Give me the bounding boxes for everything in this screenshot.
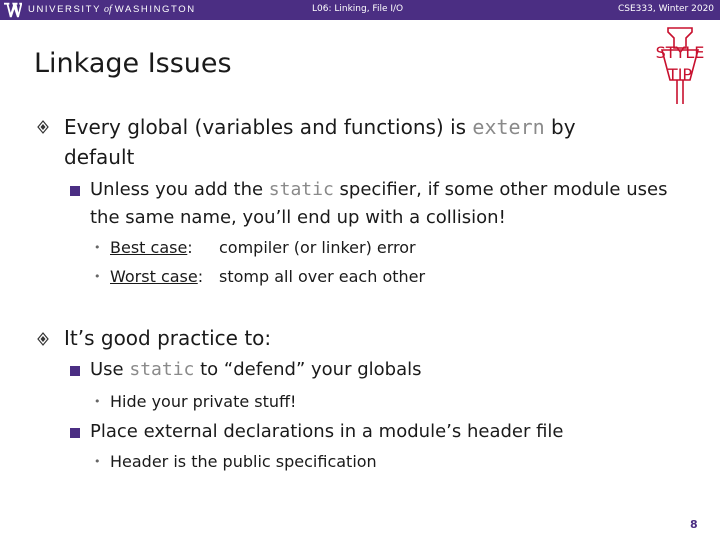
bullet-extern-line1: Every global (variables and functions) is extern by (64, 115, 576, 139)
wordmark-washington: WASHINGTON (114, 4, 196, 15)
square-bullet-icon (70, 186, 80, 196)
wordmark-university: UNIVERSITY (28, 4, 102, 15)
bullet-static-line1: Unless you add the static specifier, if some other module uses (90, 179, 668, 200)
code-extern: extern (472, 115, 545, 139)
style-tip-line2: TIP (667, 65, 693, 84)
dot-bullet-icon: • (94, 270, 101, 283)
worst-case-text: stomp all over each other (219, 267, 426, 286)
worst-case-item: Worst case: (110, 267, 204, 286)
uw-w-logo-icon (4, 1, 22, 19)
bullet-use-static: Use static to “defend” your globals (90, 359, 422, 380)
square-bullet-icon (70, 366, 80, 376)
bullet-extern-default (64, 112, 664, 172)
bullet-public-spec: Header is the public specification (110, 452, 377, 471)
code-static-2: static (129, 359, 195, 380)
bullet-hide-private: Hide your private stuff! (110, 392, 297, 411)
bullet-static-collision (90, 176, 690, 232)
page-number: 8 (690, 518, 698, 531)
course-label: CSE333, Winter 2020 (618, 4, 715, 14)
bullet-good-practice: It’s good practice to: (64, 326, 272, 350)
diamond-bullet-icon (36, 120, 50, 134)
university-wordmark (28, 4, 196, 15)
square-bullet-icon (70, 428, 80, 438)
bullet-static-line2: the same name, you’ll end up with a collision! (90, 207, 506, 228)
best-case-item: Best case: (110, 238, 193, 257)
bullet-extern-line2: default (64, 145, 135, 169)
diamond-bullet-icon (36, 332, 50, 346)
style-tip-line1: STYLE (655, 43, 705, 62)
bullet-header-declarations: Place external declarations in a module’s header file (90, 421, 564, 442)
dot-bullet-icon: • (94, 241, 101, 254)
dot-bullet-icon: • (94, 395, 101, 408)
best-case-text: compiler (or linker) error (219, 238, 416, 257)
code-static: static (268, 179, 334, 200)
lecture-title: L06: Linking, File I/O (312, 4, 404, 14)
header-bar (0, 0, 720, 20)
slide-title: Linkage Issues (34, 48, 232, 79)
style-tip-badge (644, 22, 716, 106)
dot-bullet-icon: • (94, 455, 101, 468)
wordmark-of: of (104, 4, 112, 15)
